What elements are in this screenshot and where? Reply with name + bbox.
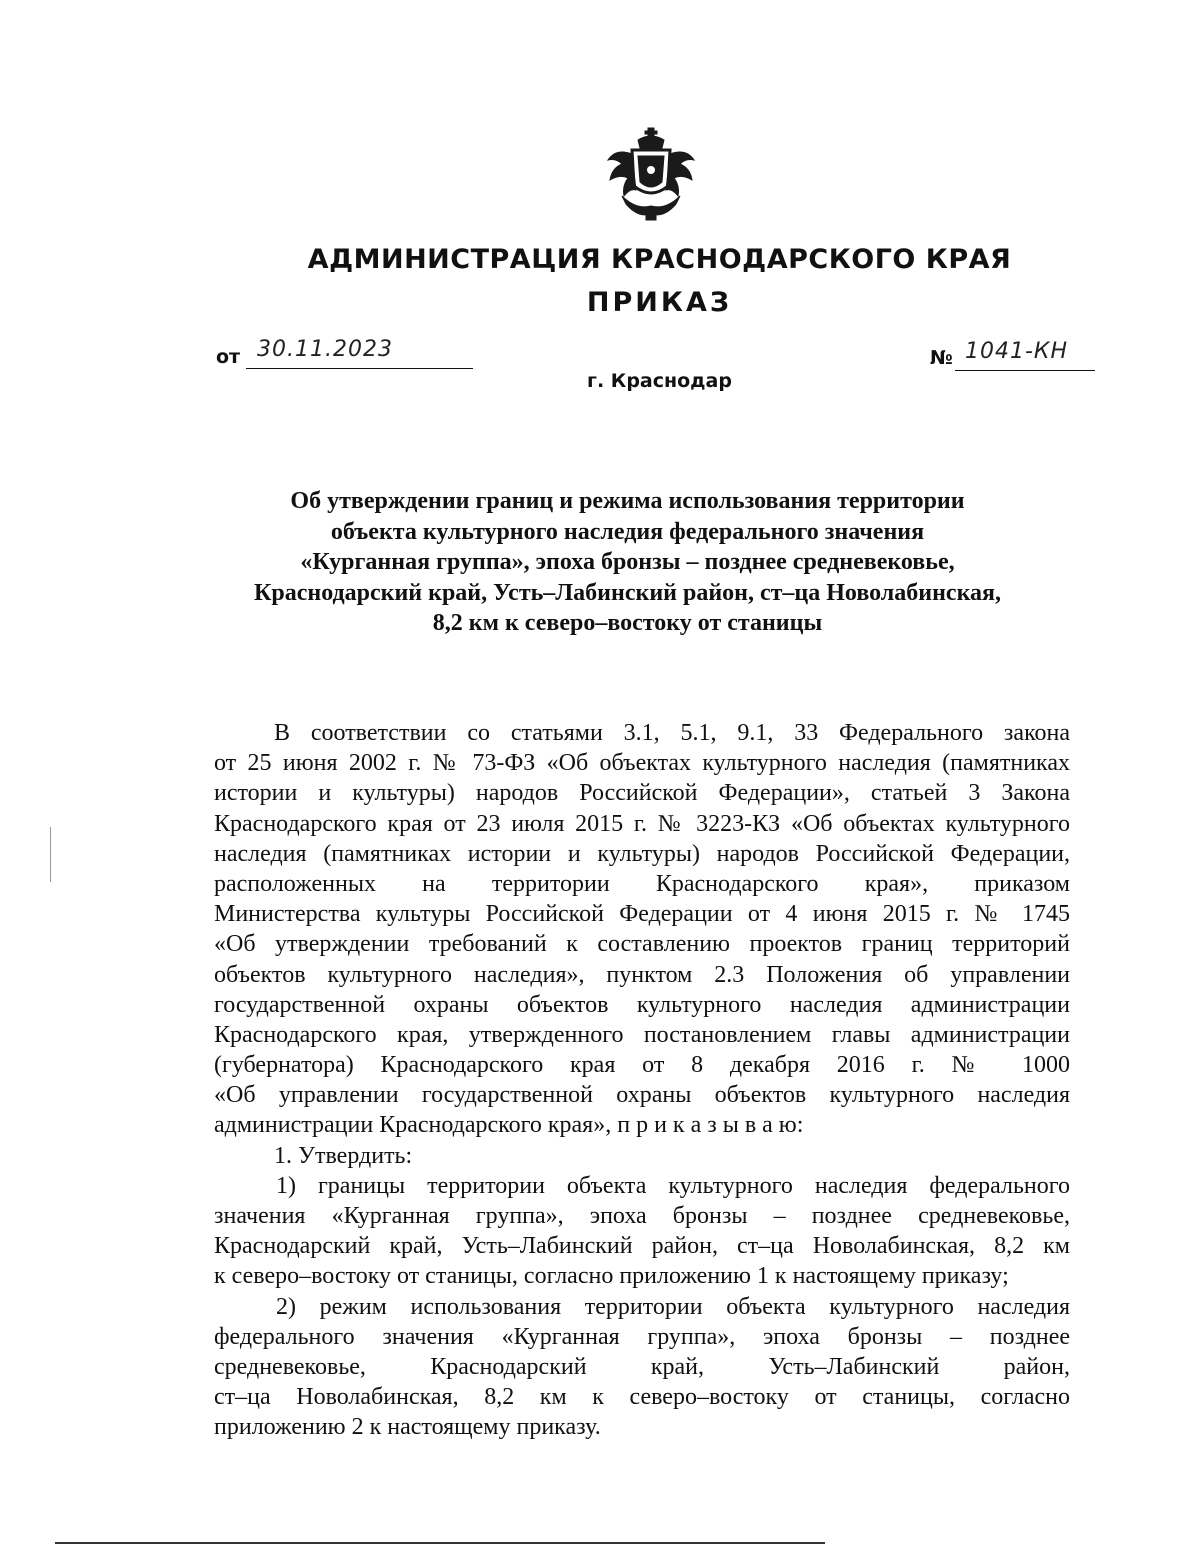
body-line: к северо–востоку от станицы, согласно приложению 1 к настоящему приказу; (214, 1263, 1009, 1290)
bottom-rule (55, 1542, 825, 1544)
city: г. Краснодар (587, 370, 732, 392)
body-line: администрации Краснодарского края», п р и к а з ы в а ю: (214, 1112, 804, 1139)
title-line: «Курганная группа», эпоха бронзы – позднее средневековье, (300, 549, 955, 575)
body-line: средневековье, Краснодарский край, Усть–Лабинский район, (214, 1353, 1070, 1380)
body-line: значения «Курганная группа», эпоха бронзы – позднее средневековье, (214, 1203, 1070, 1229)
document-type: ПРИКАЗ (586, 287, 733, 318)
body-line: приложению 2 к настоящему приказу. (214, 1414, 601, 1441)
date-handwritten: 30.11.2023 (257, 337, 393, 362)
body-line: «Об управлении государственной охраны объектов культурного наследия (214, 1082, 1070, 1109)
body-line: от 25 июня 2002 г. № 73-ФЗ «Об объектах культурного наследия (памятниках (214, 750, 1070, 777)
body-line: истории и культуры) народов Российской Федерации», статьей 3 Закона (214, 780, 1070, 807)
body-line: расположенных на территории Краснодарского края», приказом (214, 870, 1070, 897)
body-line: (губернатора) Краснодарского края от 8 декабря 2016 г. № 1000 (214, 1052, 1070, 1079)
number-handwritten: 1041-КН (965, 339, 1069, 364)
body-line: Краснодарский край, Усть–Лабинский район, ст–ца Новолабинская, 8,2 км (214, 1233, 1070, 1260)
title-line: 8,2 км к северо–востоку от станицы (432, 610, 823, 636)
date-prefix: от (216, 346, 241, 368)
title-line: Об утверждении границ и режима использования территории (290, 488, 965, 514)
number-underline (955, 370, 1095, 371)
body-line: 1. Утвердить: (274, 1142, 413, 1169)
body-line: Краснодарского края от 23 июля 2015 г. № 3223-КЗ «Об объектах культурного (214, 810, 1070, 837)
body-line: «Об утверждении требований к составлению проектов границ территорий (214, 931, 1070, 958)
date-underline (246, 368, 473, 369)
title-line: Краснодарский край, Усть–Лабинский район, ст–ца Новолабинская, (253, 579, 1002, 606)
coat-of-arms-icon (602, 126, 700, 222)
body-line: Краснодарского края, утвержденного постановлением главы администрации (214, 1021, 1070, 1048)
title-line: объекта культурного наследия федерального значения (330, 518, 925, 545)
body-line: В соответствии со статьями 3.1, 5.1, 9.1, 33 Федерального закона (274, 720, 1070, 746)
body-line: федерального значения «Курганная группа», эпоха бронзы – позднее (214, 1323, 1070, 1350)
organization-name: АДМИНИСТРАЦИЯ КРАСНОДАРСКОГО КРАЯ (307, 244, 1012, 275)
body-line: 2) режим использования территории объекта культурного наследия (276, 1293, 1070, 1320)
document-title (200, 486, 1055, 639)
scan-edge-mark (50, 827, 51, 882)
body-line: наследия (памятниках истории и культуры) народов Российской Федерации, (214, 840, 1070, 867)
body-line: объектов культурного наследия», пунктом 2.3 Положения об управлении (214, 961, 1070, 988)
number-prefix: № (930, 347, 953, 369)
body-line: ст–ца Новолабинская, 8,2 км к северо–востоку от станицы, согласно (214, 1384, 1070, 1411)
document-body (214, 718, 1070, 1443)
body-line: государственной охраны объектов культурного наследия администрации (214, 991, 1070, 1018)
body-line: Министерства культуры Российской Федерации от 4 июня 2015 г. № 1745 (214, 901, 1070, 928)
body-line: 1) границы территории объекта культурного наследия федерального (276, 1172, 1070, 1199)
